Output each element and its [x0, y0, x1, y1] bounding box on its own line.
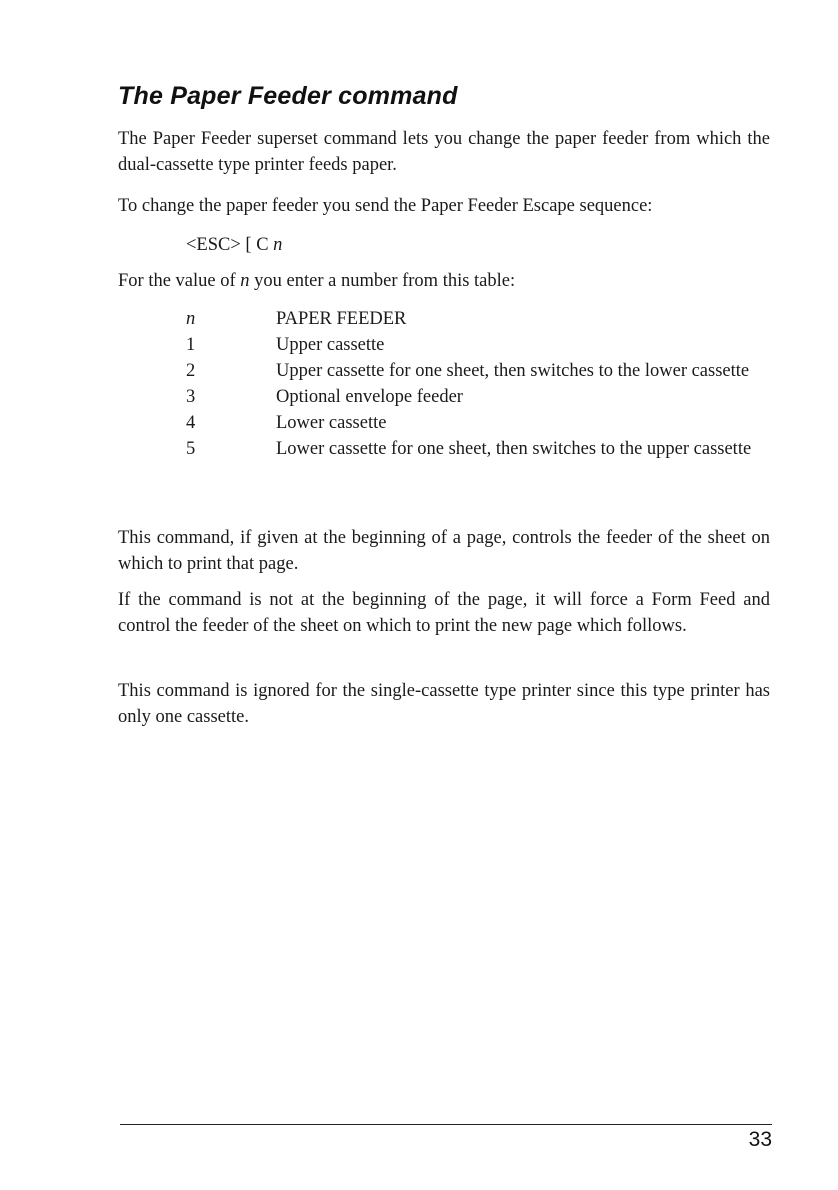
beginning-paragraph: This command, if given at the beginning of a page, controls the feeder of the sheet on which to print that page.	[118, 528, 770, 574]
ignored-paragraph: This command is ignored for the single-cassette type printer since this type printer has only one cassette.	[118, 681, 770, 727]
table-cell-n: 2	[186, 361, 196, 381]
table-row	[170, 410, 770, 436]
value-text-after: you enter a number from this table:	[249, 271, 516, 291]
section-heading: The Paper Feeder command	[118, 82, 458, 110]
escape-sequence-prefix: <ESC> [ C	[186, 235, 274, 255]
table-cell-feeder: Lower cassette for one sheet, then switches to the upper cassette	[276, 439, 752, 459]
intro-paragraph: The Paper Feeder superset command lets you change the paper feeder from which the dual-cassette type printer feeds paper.	[118, 129, 770, 175]
not-beginning-paragraph: If the command is not at the beginning of the page, it will force a Form Feed and control the feeder of the sheet on which to print the new page which follows.	[118, 590, 770, 636]
table-header-row	[170, 306, 770, 332]
value-text-before: For the value of	[118, 271, 241, 291]
table-header-feeder: PAPER FEEDER	[276, 309, 407, 329]
table-cell-n: 5	[186, 439, 196, 459]
escape-sequence	[186, 232, 282, 258]
escape-sequence-n: n	[273, 235, 283, 255]
paper-feeder-table	[170, 306, 770, 462]
value-n: n	[240, 271, 250, 291]
table-cell-n: 3	[186, 387, 196, 407]
table-cell-feeder: Lower cassette	[276, 413, 387, 433]
change-paragraph: To change the paper feeder you send the Paper Feeder Escape sequence:	[118, 196, 653, 216]
table-row	[170, 384, 770, 410]
table-cell-feeder: Optional envelope feeder	[276, 387, 463, 407]
footer-rule	[120, 1124, 772, 1125]
table-cell-n: 1	[186, 335, 196, 355]
table-row	[170, 332, 770, 358]
table-header-n: n	[186, 309, 196, 329]
table-row	[170, 358, 770, 384]
table-row	[170, 436, 770, 462]
page-number: 33	[748, 1128, 772, 1151]
table-cell-feeder: Upper cassette for one sheet, then switches to the lower cassette	[276, 361, 750, 381]
value-paragraph	[118, 268, 770, 294]
table-cell-n: 4	[186, 413, 196, 433]
table-cell-feeder: Upper cassette	[276, 335, 385, 355]
